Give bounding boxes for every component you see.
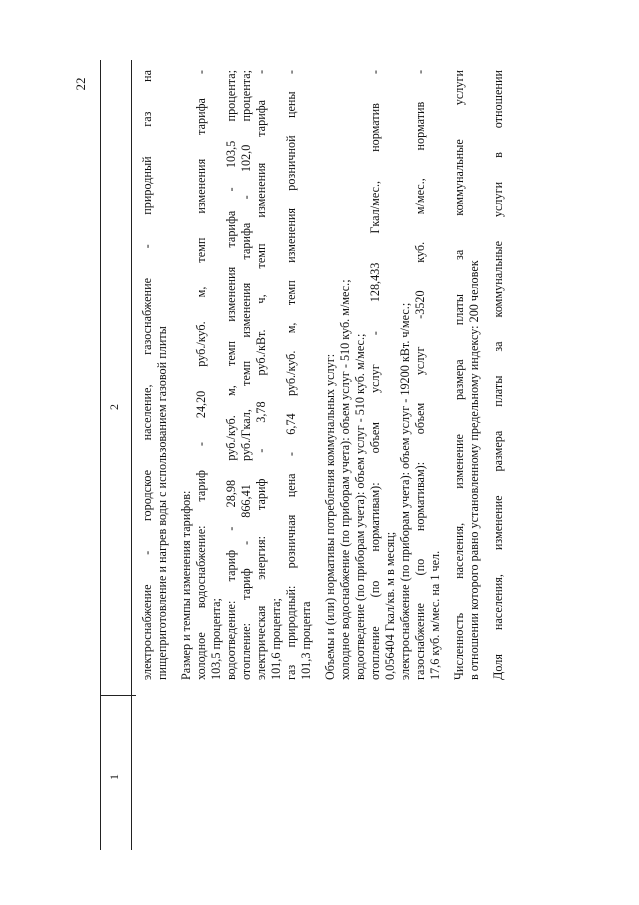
text-line: 103,5 процента; — [209, 598, 223, 680]
text-line: водоотведение (по приборам учета): объем услуг - 510 куб. м/мес.; — [353, 333, 367, 680]
text-line: 101,6 процента; — [269, 598, 283, 680]
text-line: холодное водоснабжение: тариф - 24,20 руб./куб. м, темп изменения тарифа - — [194, 70, 208, 680]
cell-content — [140, 70, 515, 680]
text-line: электроснабжение (по приборам учета): объем услуг - 19200 кВт. ч/мес.; — [398, 302, 412, 680]
text-line: пищеприготовление и нагрев воды с использованием газовой плиты — [155, 326, 169, 680]
text-line: электрическая энергия: тариф - 3,78 руб./кВт. ч, темп изменения тарифа - — [254, 70, 268, 680]
column-header-1: 1 — [107, 774, 121, 780]
text-line: газоснабжение (по нормативам): объем услуг -3520 куб. м/мес., норматив - — [413, 70, 427, 680]
paragraph-tariffs — [179, 70, 314, 680]
text-line: водоотведение: тариф - 28,98 руб./куб. м, темп изменения тарифа - 103,5 процента; — [224, 70, 238, 680]
text-line: отопление: тариф - 866,41 руб./Гкал, темп изменения тарифа - 102,0 процента; — [239, 70, 253, 680]
text-line: 17,6 куб. м/мес. на 1 чел. — [428, 550, 442, 680]
text-line: Численность населения, изменение размера платы за коммунальные услуги — [452, 70, 466, 680]
column-divider — [100, 695, 131, 696]
text-line: 101,3 процента — [299, 601, 313, 680]
page-number: 22 — [73, 77, 88, 91]
header-bottom-rule — [131, 60, 132, 850]
column-header-2: 2 — [107, 404, 121, 410]
text-line: отопление (по нормативам): объем услуг - 128,433 Гкал/мес., норматив - — [368, 70, 382, 680]
paragraph-population-share — [491, 70, 506, 680]
text-line: 0,056404 Гкал/кв. м в месяц; — [383, 531, 397, 680]
table-top-rule — [100, 60, 101, 850]
text-line: в отношении которого равно установленному предельному индексу: 200 человек — [467, 260, 481, 680]
text-line: Объемы и (или) нормативы потребления коммунальных услуг: — [323, 353, 337, 680]
paragraph-consumption — [323, 70, 443, 680]
paragraph-utilities-scope — [140, 70, 170, 680]
text-line: холодное водоснабжение (по приборам учета): объем услуг - 510 куб. м/мес.; — [338, 279, 352, 680]
document-table — [100, 60, 545, 850]
text-line: газ природный: розничная цена - 6,74 руб./куб. м, темп изменения розничной цены - — [284, 70, 298, 680]
text-line: электроснабжение - городское население, газоснабжение - природный газ на — [140, 70, 154, 680]
text-line: Размер и темпы изменения тарифов: — [179, 490, 193, 680]
text-line: Доля населения, изменение размера платы за коммунальные услуги в отношении — [491, 70, 505, 680]
paragraph-population — [452, 70, 482, 680]
column-divider-stub — [131, 695, 136, 696]
